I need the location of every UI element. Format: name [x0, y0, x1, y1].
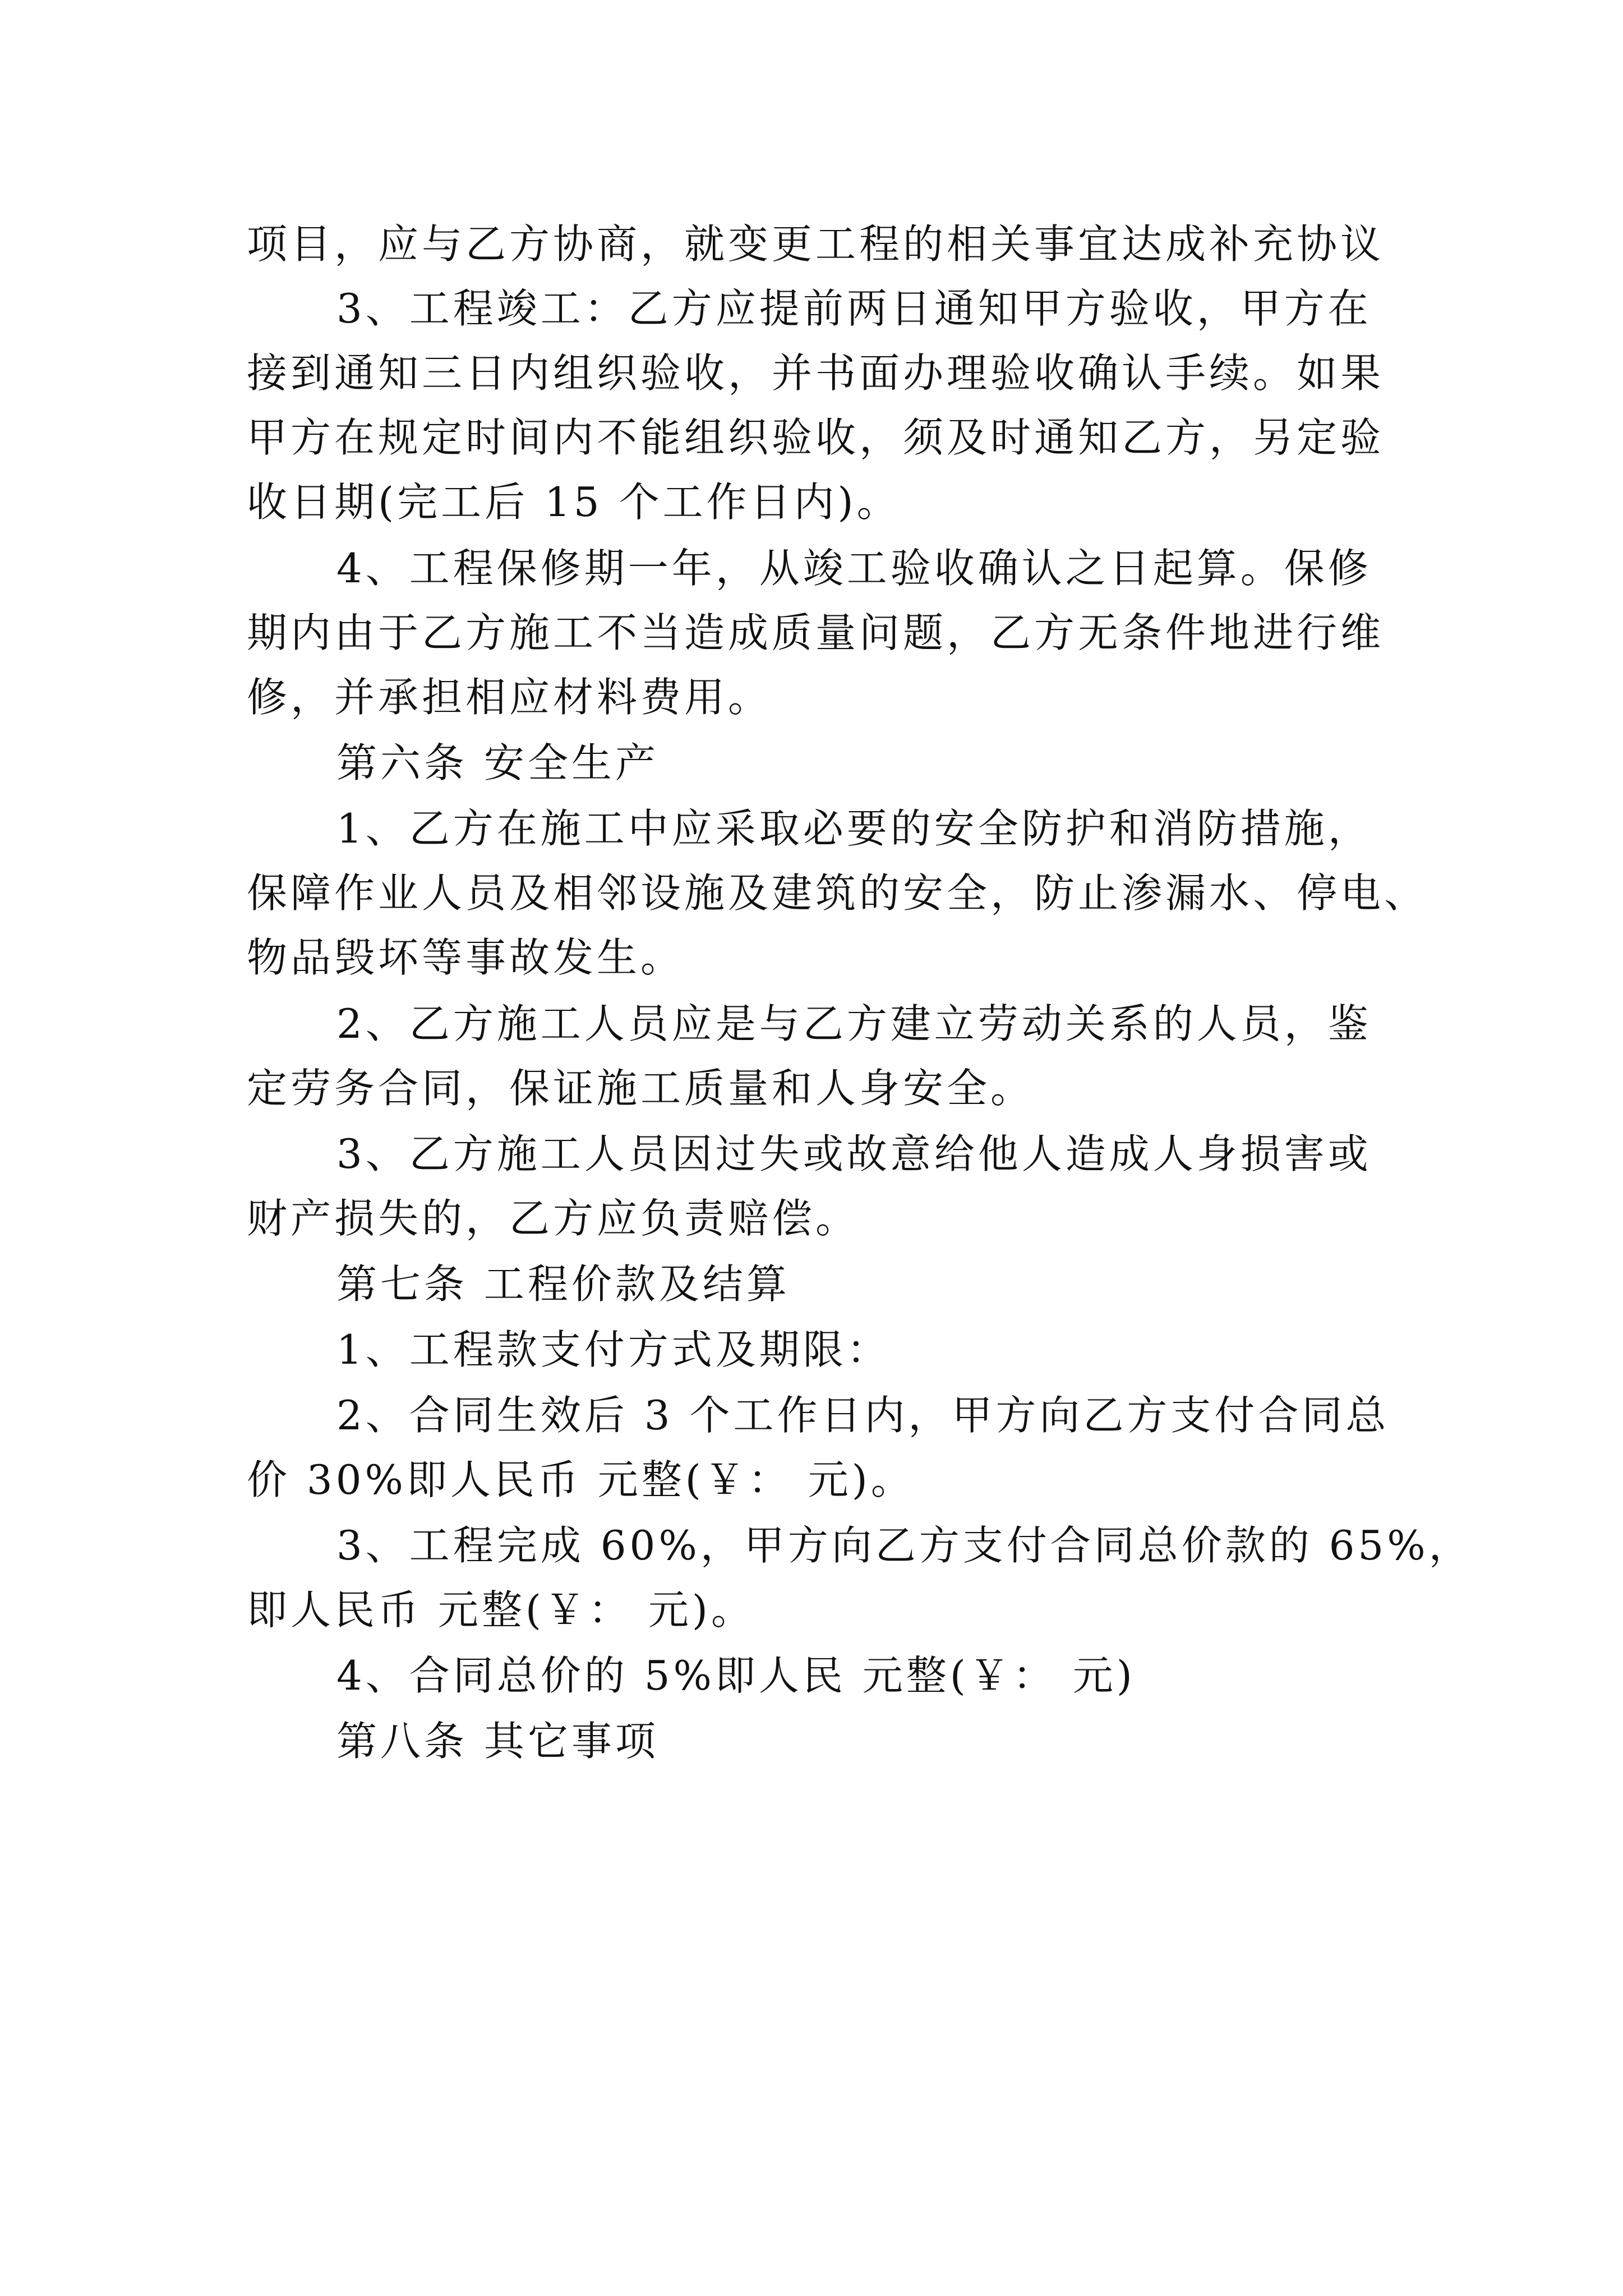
text-line: 物品毁坏等事故发生。 — [247, 934, 685, 981]
text-line: 2、乙方施工人员应是与乙方建立劳动关系的人员，鉴 — [336, 1000, 1372, 1047]
text-line: 3、工程竣工：乙方应提前两日通知甲方验收，甲方在 — [336, 285, 1372, 332]
text-line: 即人民币 元整(￥： 元)。 — [247, 1586, 755, 1634]
section-heading: 第七条 工程价款及结算 — [336, 1260, 790, 1308]
text-line: 价 30%即人民币 元整(￥： 元)。 — [247, 1456, 915, 1503]
text-line: 修，并承担相应材料费用。 — [247, 674, 772, 721]
text-line: 3、工程完成 60%，甲方向乙方支付合同总价款的 65%， — [336, 1522, 1473, 1569]
text-line: 定劳务合同，保证施工质量和人身安全。 — [247, 1065, 1035, 1112]
text-line: 1、工程款支付方式及期限： — [336, 1326, 891, 1373]
text-line: 甲方在规定时间内不能组织验收，须及时通知乙方，另定验 — [247, 414, 1385, 461]
text-line: 4、工程保修期一年，从竣工验收确认之日起算。保修 — [336, 545, 1372, 592]
text-line: 项目，应与乙方协商，就变更工程的相关事宜达成补充协议 — [247, 220, 1385, 268]
text-line: 1、乙方在施工中应采取必要的安全防护和消防措施， — [336, 805, 1372, 852]
text-line: 2、合同生效后 3 个工作日内，甲方向乙方支付合同总 — [336, 1392, 1390, 1439]
section-heading: 第六条 安全生产 — [336, 739, 659, 786]
section-heading: 第八条 其它事项 — [336, 1718, 659, 1765]
text-line: 期内由于乙方施工不当造成质量问题，乙方无条件地进行维 — [247, 609, 1385, 656]
text-line: 保障作业人员及相邻设施及建筑的安全，防止渗漏水、停电、 — [247, 869, 1428, 917]
text-line: 3、乙方施工人员因过失或故意给他人造成人身损害或 — [336, 1130, 1372, 1177]
text-line: 4、合同总价的 5%即人民 元整(￥： 元) — [336, 1652, 1136, 1699]
text-line: 收日期(完工后 15 个工作日内)。 — [247, 478, 901, 526]
text-line: 接到通知三日内组织验收，并书面办理验收确认手续。如果 — [247, 349, 1385, 397]
text-line: 财产损失的，乙方应负责赔偿。 — [247, 1195, 860, 1242]
